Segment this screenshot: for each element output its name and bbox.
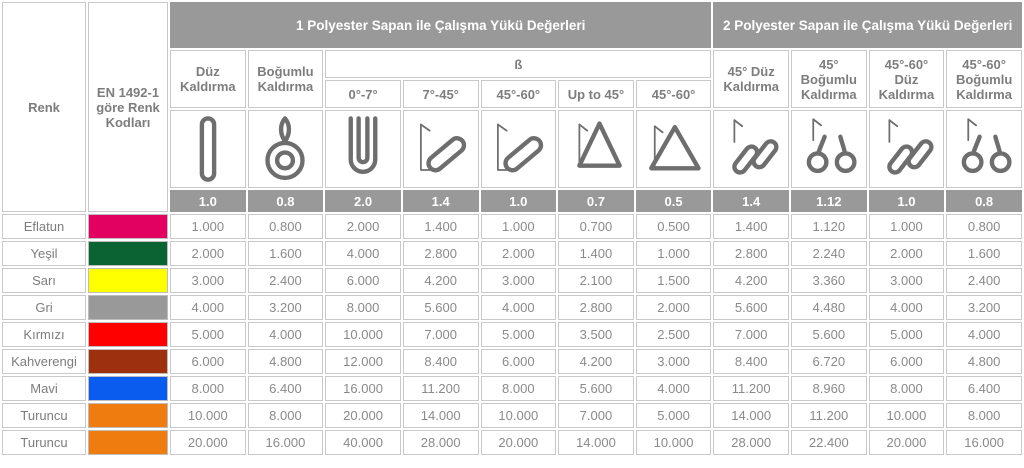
load-value-cell: 14.000 [558,430,634,455]
load-value-cell: 1.000 [636,241,712,266]
color-swatch [88,349,168,374]
load-value-cell: 20.000 [869,430,945,455]
two-leg-choked-sling-icon [791,110,867,188]
load-value-cell: 28.000 [713,430,789,455]
color-swatch [88,214,168,239]
color-swatch [88,322,168,347]
color-swatch [88,295,168,320]
load-value-cell: 1.600 [946,241,1022,266]
load-value-cell: 6.000 [869,349,945,374]
load-value-cell: 5.600 [403,295,479,320]
load-value-cell: 8.000 [869,376,945,401]
angled-basket-sling-icon [481,110,557,188]
load-value-cell: 1.400 [713,214,789,239]
table-row [2,214,1022,239]
angle-header-0-7: 0°-7° [325,80,401,108]
load-value-cell: 20.000 [325,403,401,428]
load-value-cell: 1.120 [791,214,867,239]
load-value-cell: 3.000 [636,349,712,374]
load-value-cell: 11.200 [791,403,867,428]
load-value-cell: 20.000 [170,430,246,455]
load-value-cell: 2.000 [869,241,945,266]
load-value-cell: 2.800 [558,295,634,320]
load-value-cell: 11.200 [713,376,789,401]
load-value-cell: 2.000 [325,214,401,239]
load-value-cell: 2.400 [248,268,324,293]
table-row [2,376,1022,401]
table-row [2,322,1022,347]
load-value-cell: 12.000 [325,349,401,374]
angle-header-45-60-b: 45°-60° [636,80,712,108]
renk-column-header: Renk [2,2,86,212]
load-value-cell: 3.000 [481,268,557,293]
load-value-cell: 10.000 [170,403,246,428]
load-value-cell: 6.720 [791,349,867,374]
load-value-cell: 4.200 [558,349,634,374]
load-value-cell: 1.400 [403,214,479,239]
load-value-cell: 5.600 [713,295,789,320]
load-value-cell: 20.000 [481,430,557,455]
load-value-cell: 8.000 [170,376,246,401]
load-value-cell: 1.400 [558,241,634,266]
load-value-cell: 2.100 [558,268,634,293]
load-value-cell: 2.000 [481,241,557,266]
load-value-cell: 2.400 [946,268,1022,293]
angle-header-up-to-45: Up to 45° [558,80,634,108]
en1492-column-header: EN 1492-1 göre Renk Kodları [88,2,168,212]
load-value-cell: 3.200 [946,295,1022,320]
load-value-cell: 6.000 [170,349,246,374]
angle-header-7-45: 7°-45° [403,80,479,108]
load-factor: 1.0 [481,190,557,212]
load-value-cell: 10.000 [325,322,401,347]
load-factor: 1.0 [869,190,945,212]
load-factor: 2.0 [325,190,401,212]
load-value-cell: 1.000 [869,214,945,239]
load-value-cell: 22.400 [791,430,867,455]
col-header-bogumlu-kaldirma: Boğumlu Kaldırma [248,50,324,108]
load-value-cell: 7.000 [403,322,479,347]
triangle-wide-sling-icon [636,110,712,188]
load-value-cell: 8.000 [248,403,324,428]
group-header-2-polyester-sling: 2 Polyester Sapan ile Çalışma Yükü Değerleri [713,2,1022,48]
load-value-cell: 4.480 [791,295,867,320]
triangle-sling-icon [558,110,634,188]
load-value-cell: 4.200 [713,268,789,293]
load-value-cell: 4.800 [248,349,324,374]
angle-header-45-60: 45°-60° [481,80,557,108]
load-value-cell: 8.000 [481,376,557,401]
group-header-row [2,2,1022,48]
load-factor: 0.8 [248,190,324,212]
load-factor: 0.8 [946,190,1022,212]
load-value-cell: 16.000 [325,376,401,401]
load-value-cell: 1.600 [248,241,324,266]
load-value-cell: 3.360 [791,268,867,293]
load-factor: 0.7 [558,190,634,212]
two-leg-straight-sling-icon [713,110,789,188]
load-value-cell: 5.600 [791,322,867,347]
color-swatch [88,241,168,266]
two-leg-straight-sling-icon [869,110,945,188]
col-header-45-bogumlu-kaldirma: 45° Boğumlu Kaldırma [791,50,867,108]
load-value-cell: 4.000 [946,322,1022,347]
load-value-cell: 5.000 [636,403,712,428]
load-value-cell: 2.500 [636,322,712,347]
table-row [2,295,1022,320]
load-value-cell: 3.200 [248,295,324,320]
load-value-cell: 4.000 [481,295,557,320]
load-value-cell: 2.000 [170,241,246,266]
load-value-cell: 7.000 [713,322,789,347]
load-value-cell: 5.000 [481,322,557,347]
load-value-cell: 2.800 [713,241,789,266]
load-value-cell: 14.000 [713,403,789,428]
load-value-cell: 2.800 [403,241,479,266]
load-value-cell: 5.000 [869,322,945,347]
load-factor: 1.12 [791,190,867,212]
load-value-cell: 2.000 [636,295,712,320]
load-factor: 1.4 [403,190,479,212]
load-value-cell: 4.800 [946,349,1022,374]
basket-sling-icon [325,110,401,188]
load-factor: 1.0 [170,190,246,212]
angled-basket-sling-icon [403,110,479,188]
load-value-cell: 28.000 [403,430,479,455]
load-value-cell: 40.000 [325,430,401,455]
table-row [2,349,1022,374]
load-value-cell: 4.000 [869,295,945,320]
col-header-duz-kaldirma: Düz Kaldırma [170,50,246,108]
load-value-cell: 4.000 [170,295,246,320]
color-name-cell: Kahverengi [2,349,86,374]
load-value-cell: 8.960 [791,376,867,401]
load-value-cell: 3.000 [170,268,246,293]
load-value-cell: 1.500 [636,268,712,293]
load-value-cell: 4.000 [636,376,712,401]
load-value-cell: 16.000 [946,430,1022,455]
load-value-cell: 14.000 [403,403,479,428]
load-value-cell: 0.500 [636,214,712,239]
load-value-cell: 16.000 [248,430,324,455]
load-value-cell: 6.400 [248,376,324,401]
load-value-cell: 4.000 [325,241,401,266]
load-value-cell: 6.000 [481,349,557,374]
color-swatch [88,268,168,293]
load-value-rows [2,214,1022,455]
load-value-cell: 3.500 [558,322,634,347]
load-value-cell: 4.200 [403,268,479,293]
load-value-cell: 10.000 [636,430,712,455]
color-name-cell: Eflatun [2,214,86,239]
load-value-cell: 8.000 [946,403,1022,428]
col-header-45-duz-kaldirma: 45° Düz Kaldırma [713,50,789,108]
col-header-45-60-duz-kaldirma: 45°-60° Düz Kaldırma [869,50,945,108]
two-leg-choked-sling-icon [946,110,1022,188]
load-value-cell: 0.700 [558,214,634,239]
load-value-cell: 3.000 [869,268,945,293]
color-name-cell: Yeşil [2,241,86,266]
color-swatch [88,376,168,401]
color-name-cell: Mavi [2,376,86,401]
load-value-cell: 5.600 [558,376,634,401]
load-value-cell: 11.200 [403,376,479,401]
table-row [2,403,1022,428]
color-name-cell: Kırmızı [2,322,86,347]
color-swatch [88,403,168,428]
table-row [2,241,1022,266]
load-value-cell: 8.000 [325,295,401,320]
color-name-cell: Turuncu [2,403,86,428]
color-name-cell: Sarı [2,268,86,293]
load-value-cell: 0.800 [248,214,324,239]
load-factor: 1.4 [713,190,789,212]
load-value-cell: 8.400 [713,349,789,374]
beta-angle-header: ß [325,50,711,78]
load-value-cell: 10.000 [481,403,557,428]
color-name-cell: Turuncu [2,430,86,455]
load-value-cell: 8.400 [403,349,479,374]
load-value-cell: 0.800 [946,214,1022,239]
load-value-cell: 1.000 [170,214,246,239]
load-value-cell: 2.240 [791,241,867,266]
load-value-cell: 1.000 [481,214,557,239]
load-value-cell: 5.000 [170,322,246,347]
load-value-cell: 4.000 [248,322,324,347]
color-swatch [88,430,168,455]
load-value-cell: 6.000 [325,268,401,293]
table-row [2,430,1022,455]
group-header-1-polyester-sling: 1 Polyester Sapan ile Çalışma Yükü Değerleri [170,2,711,48]
load-value-cell: 7.000 [558,403,634,428]
col-header-45-60-bogumlu-kaldirma: 45°-60° Boğumlu Kaldırma [946,50,1022,108]
vertical-straight-sling-icon [170,110,246,188]
load-factor: 0.5 [636,190,712,212]
choked-sling-icon [248,110,324,188]
table-row [2,268,1022,293]
color-name-cell: Gri [2,295,86,320]
load-value-cell: 10.000 [869,403,945,428]
load-value-cell: 6.400 [946,376,1022,401]
